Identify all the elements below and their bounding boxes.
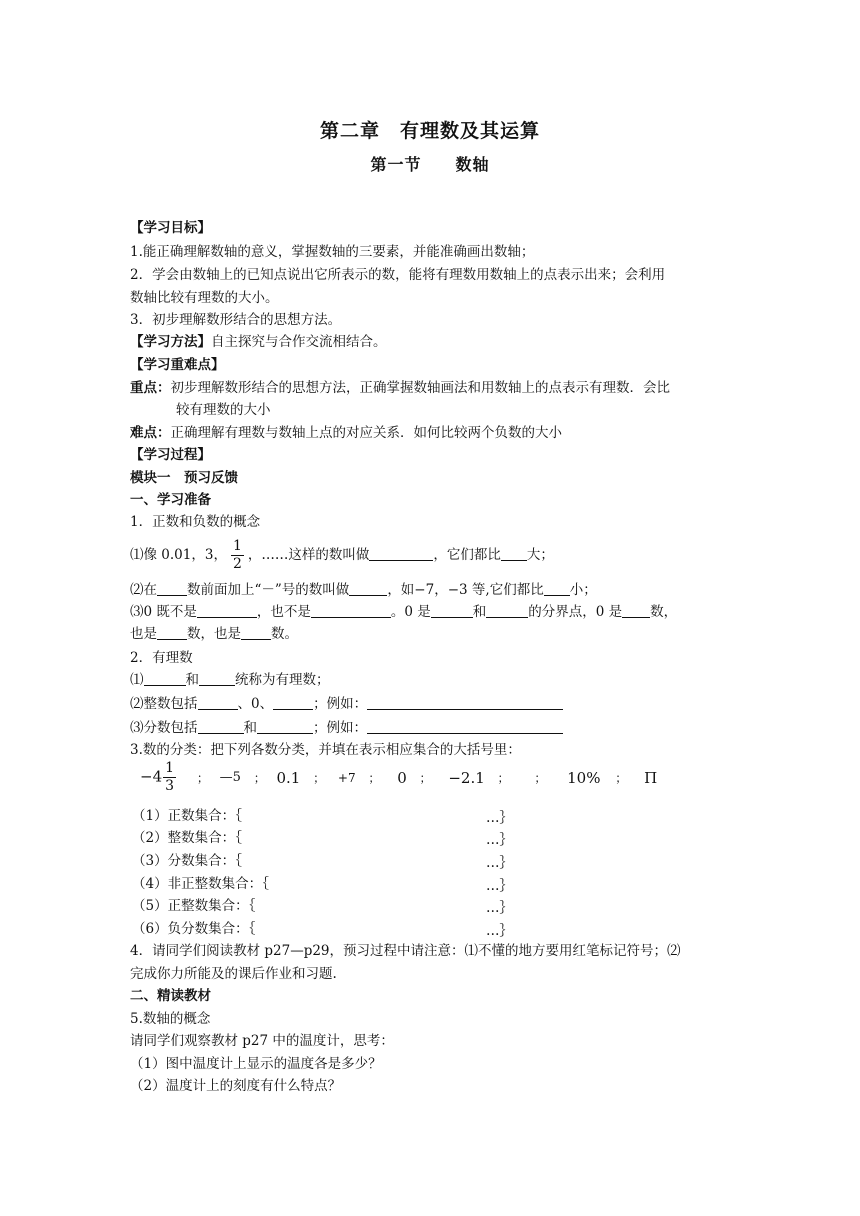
- set-positive: （1）正数集合：｛: [132, 808, 242, 824]
- diff-line: [130, 423, 562, 443]
- q2-1-text-c: 统称为有理数；: [235, 672, 330, 688]
- key-heading: 【学习重难点】: [130, 357, 225, 373]
- q1-title: 1．正数和负数的概念: [130, 514, 261, 530]
- method-line: [130, 332, 387, 352]
- blank[interactable]: [349, 581, 387, 596]
- set-non-positive-integer: （4）非正整数集合：｛: [132, 876, 269, 892]
- blank[interactable]: [199, 671, 235, 686]
- key-line-b: 较有理数的大小: [176, 402, 271, 418]
- q2-1-text-a: ⑴: [130, 672, 144, 688]
- fraction-denominator: 2: [232, 556, 242, 572]
- set-integer-end: …｝: [486, 832, 513, 848]
- blank[interactable]: [486, 603, 528, 618]
- blank[interactable]: [431, 603, 473, 618]
- number-list: [140, 760, 657, 795]
- chapter-title: 第二章 有理数及其运算: [319, 120, 540, 142]
- q2-3-text-b: 和: [243, 720, 257, 736]
- separator: ；: [368, 771, 381, 785]
- separator: ；: [196, 771, 209, 785]
- blank[interactable]: [198, 695, 238, 710]
- set-positive-integer-end: …｝: [486, 900, 513, 916]
- key-label: 重点：: [130, 380, 171, 396]
- set-non-positive-integer-end: …｝: [486, 878, 513, 894]
- blank[interactable]: [241, 625, 271, 640]
- q2-3: [130, 718, 563, 738]
- number-item: −2.1: [448, 768, 485, 787]
- set-fraction-end: …｝: [486, 855, 513, 871]
- diff-label: 难点：: [130, 425, 171, 441]
- mixed-number-int: −4: [140, 767, 163, 786]
- q1-2-text-a: ⑵在: [130, 582, 157, 598]
- blank[interactable]: [311, 603, 391, 618]
- q1-3-text-d: 和: [472, 604, 487, 620]
- key-line-a: [130, 378, 670, 398]
- separator: ；: [419, 771, 432, 785]
- separator: ；: [615, 771, 628, 785]
- q1-2-text-c: ，如−7，−3 等,它们都比: [387, 582, 544, 598]
- set-fraction: （3）分数集合：｛: [132, 853, 242, 869]
- part-1-heading: 一、学习准备: [130, 492, 211, 508]
- blank[interactable]: [367, 695, 563, 710]
- q1-3: [130, 602, 677, 622]
- q1-3-text-c: 。0 是: [390, 604, 431, 620]
- q1-3-text-i: 数。: [271, 626, 298, 642]
- q1-1-text-a: ⑴像 0.01，3，: [130, 547, 227, 563]
- number-item: +7: [337, 770, 356, 785]
- q1-1: [130, 534, 554, 576]
- fraction-half: [231, 538, 244, 573]
- process-heading: 【学习过程】: [130, 447, 211, 463]
- separator: ；: [253, 771, 266, 785]
- q5-1: （1）图中温度计上显示的温度各是多少？: [130, 1056, 382, 1072]
- blank[interactable]: [622, 603, 650, 618]
- q4-line-b: 完成你力所能及的课后作业和习题.: [130, 966, 337, 982]
- section-title: 第一节 数轴: [370, 155, 490, 174]
- q4-line-a: 4．请同学们阅读教材 p27—p29，预习过程中请注意：⑴不懂的地方要用红笔标记符号；⑵: [130, 943, 681, 959]
- q1-3-cont: [130, 624, 298, 644]
- q1-2-text-d: 小；: [569, 582, 597, 598]
- fraction-numerator: 1: [165, 760, 175, 776]
- goal-2b: 数轴比较有理数的大小。: [130, 290, 279, 306]
- number-item: —5: [219, 770, 241, 785]
- q1-1-text-c: ，它们都比: [433, 547, 501, 563]
- separator: ；: [497, 771, 510, 785]
- q1-2: [130, 580, 597, 600]
- number-item: Π: [644, 768, 658, 787]
- blank[interactable]: [501, 546, 527, 561]
- q3-title: 3.数的分类：把下列各数分类，并填在表示相应集合的大括号里：: [130, 742, 521, 758]
- blank[interactable]: [544, 581, 570, 596]
- set-negative-fraction: （6）负分数集合：｛: [132, 921, 256, 937]
- goals-heading: 【学习目标】: [130, 220, 211, 236]
- method-label: 【学习方法】: [130, 334, 211, 350]
- q2-2-text-c: ；例如：: [313, 696, 368, 712]
- blank[interactable]: [157, 625, 187, 640]
- mixed-number-fraction: [163, 760, 176, 795]
- blank[interactable]: [144, 671, 186, 686]
- q5-intro: 请同学们观察教材 p27 中的温度计，思考：: [130, 1033, 394, 1049]
- q1-1-text-d: 大；: [526, 547, 554, 563]
- blank[interactable]: [198, 719, 244, 734]
- blank[interactable]: [257, 719, 313, 734]
- goal-2a: 2．学会由数轴上的已知点说出它所表示的数，能将有理数用数轴上的点表示出来；会利用: [130, 267, 666, 283]
- separator: ；: [313, 771, 326, 785]
- blank[interactable]: [273, 695, 313, 710]
- module-1: 模块一 预习反馈: [130, 470, 238, 486]
- q2-2: [130, 694, 563, 714]
- diff-text: 正确理解有理数与数轴上点的对应关系．如何比较两个负数的大小: [170, 425, 562, 441]
- blank[interactable]: [197, 603, 257, 618]
- q2-2-text-a: ⑵整数包括: [130, 696, 198, 712]
- number-item: 0: [397, 768, 407, 787]
- blank[interactable]: [367, 719, 563, 734]
- goal-3: 3．初步理解数形结合的思想方法。: [130, 312, 342, 328]
- q2-2-text-b: 、0、: [237, 696, 274, 712]
- set-positive-integer: （5）正整数集合：｛: [132, 898, 256, 914]
- blank[interactable]: [369, 546, 433, 561]
- q5-title: 5.数轴的概念: [130, 1011, 211, 1027]
- q1-3-text-a: ⑶0 既不是: [130, 604, 197, 620]
- fraction-numerator: 1: [232, 538, 242, 554]
- set-integer: （2）整数集合：｛: [132, 830, 242, 846]
- number-item: 10%: [567, 768, 601, 787]
- set-positive-end: …｝: [486, 810, 513, 826]
- q1-3-text-h: 数，也是: [187, 626, 241, 642]
- separator: ；: [534, 771, 547, 785]
- q2-3-text-a: ⑶分数包括: [130, 720, 198, 736]
- q1-1-text-b: ，……这样的数叫做: [247, 547, 370, 563]
- q1-3-text-g: 也是: [130, 626, 157, 642]
- key-text-a: 初步理解数形结合的思想方法，正确掌握数轴画法和用数轴上的点表示有理数．会比: [170, 380, 670, 396]
- blank[interactable]: [157, 581, 187, 596]
- set-negative-fraction-end: …｝: [486, 923, 513, 939]
- q1-2-text-b: 数前面加上“－”号的数叫做: [187, 582, 350, 598]
- q1-3-text-b: ，也不是: [256, 604, 311, 620]
- mixed-number: [140, 760, 180, 795]
- goal-1: 1.能正确理解数轴的意义，掌握数轴的三要素，并能准确画出数轴；: [130, 244, 535, 260]
- q2-title: 2．有理数: [130, 650, 193, 666]
- fraction-denominator: 3: [165, 778, 175, 794]
- method-text: 自主探究与合作交流相结合。: [211, 334, 387, 350]
- number-item: 0.1: [276, 768, 301, 787]
- q2-1: [130, 670, 330, 690]
- q1-3-text-e: 的分界点，0 是: [528, 604, 623, 620]
- q2-3-text-c: ；例如：: [313, 720, 367, 736]
- q5-2: （2）温度计上的刻度有什么特点？: [130, 1078, 342, 1094]
- part-2-heading: 二、精读教材: [130, 988, 211, 1004]
- q2-1-text-b: 和: [185, 672, 199, 688]
- q1-3-text-f: 数，: [650, 604, 678, 620]
